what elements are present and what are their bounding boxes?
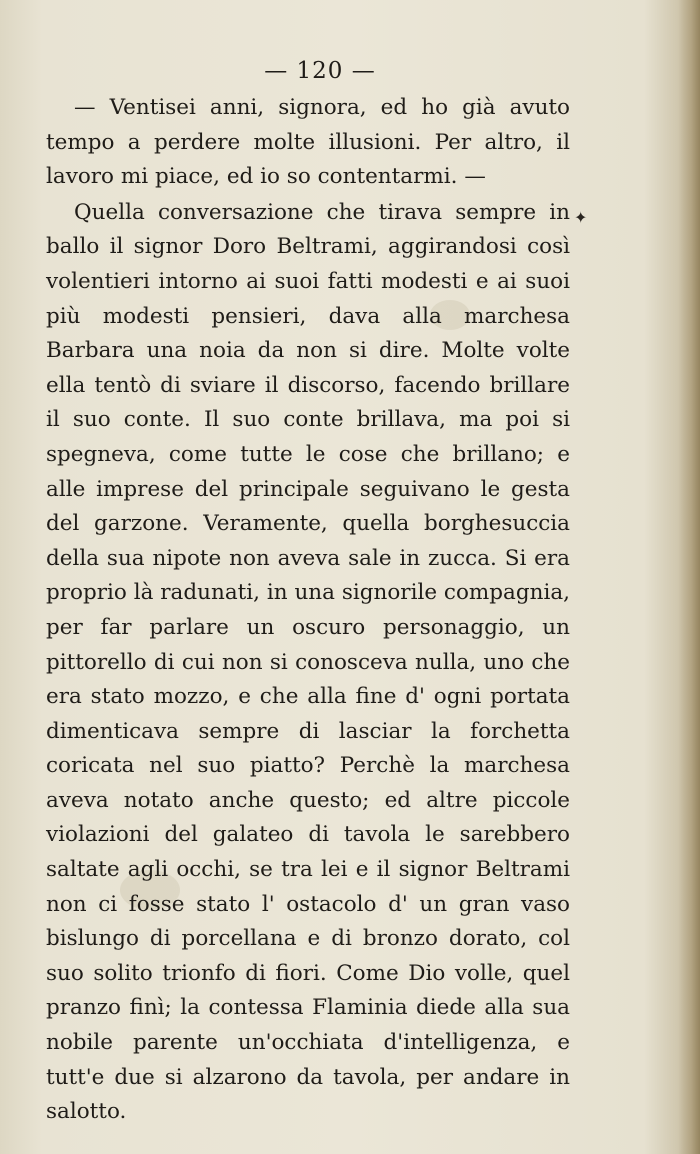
pencil-mark-icon: ✦ [574, 208, 588, 227]
body-text [46, 91, 570, 1130]
page-gutter-shadow [678, 0, 700, 1154]
paragraph: — Ventisei anni, signora, ed ho già avuto tempo a perdere molte illusioni. Per altro, il lavoro mi piace, ed io so contentarmi. — [46, 95, 570, 190]
paragraph: Quella conversazione che tirava sempre in ballo il signor Doro Beltrami, aggirandosi così volentieri intorno ai suoi fatti modesti e ai suoi più modesti pensieri, dava alla marchesa Barbara una noia da non si dire. Molte volte ella tentò di sviare il discorso, facendo brillare il suo conte. Il suo conte brillava, ma poi si spegneva, come tutte le cose che brillano; e alle imprese del principale seguivano le gesta del garzone. Veramente, quella borghesuccia della sua nipote non aveva sale in zucca. Si era proprio là radunati, in una signorile compagnia, per far parlare un oscuro personaggio, un pittorello di cui non si conosceva nulla, uno che era stato mozzo, e che alla fine d' ogni portata dimenticava sempre di lasciar la forchetta coricata nel suo piatto? Perchè la marchesa aveva notato anche questo; ed altre piccole violazioni del galateo di tavola le sarebbero saltate agli occhi, se tra lei e il signor Beltrami non ci fosse stato l' ostacolo d' un gran vaso bislungo di porcellana e di bronzo dorato, col suo solito trionfo di fiori. Come Dio volle, quel pranzo finì; la contessa Flaminia diede alla sua nobile parente un'occhiata d'intelligenza, e tutt'e due si alzarono da tavola, per andare in salotto. [46, 199, 570, 1125]
page-number: — 120 — [264, 58, 376, 84]
